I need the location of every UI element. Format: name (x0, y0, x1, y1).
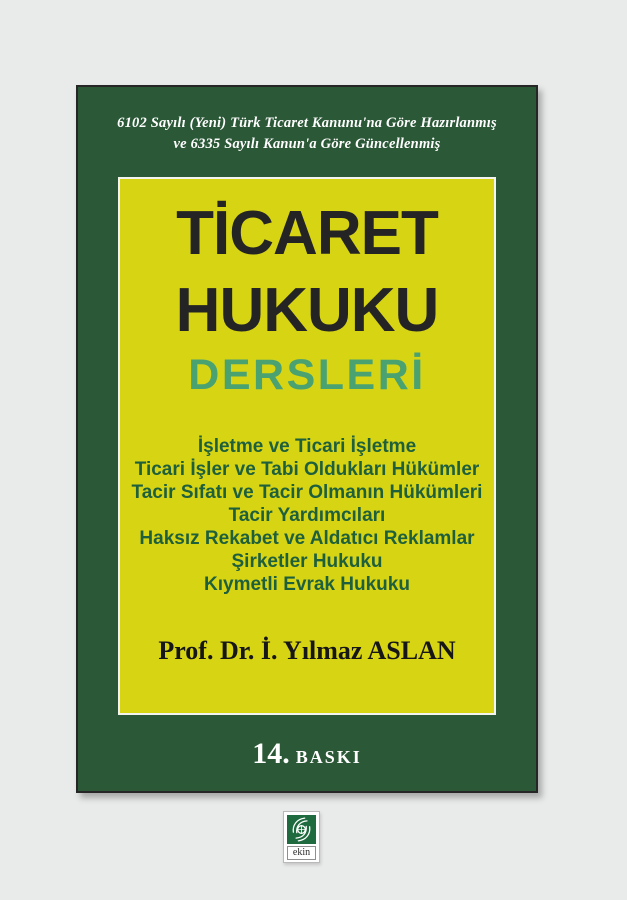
topics-list (120, 435, 494, 596)
title-panel (118, 177, 496, 715)
book-cover (76, 85, 538, 793)
book-title-line2: HUKUKU (175, 276, 439, 345)
top-note (78, 113, 536, 155)
publisher-logo (283, 811, 320, 863)
book-title-line1: TİCARET (176, 199, 438, 268)
publisher-name: ekin (287, 846, 316, 860)
topic-item: Haksız Rekabet ve Aldatıcı Reklamlar (139, 528, 475, 549)
topic-item: Tacir Yardımcıları (228, 505, 386, 526)
edition-label: BASKI (295, 747, 362, 767)
topic-item: Ticari İşler ve Tabi Oldukları Hükümler (134, 459, 480, 480)
author-name: Prof. Dr. İ. Yılmaz ASLAN (158, 636, 456, 665)
top-note-line1: 6102 Sayılı (Yeni) Türk Ticaret Kanunu'na Göre Hazırlanmış (117, 115, 497, 131)
topic-item: Şirketler Hukuku (231, 551, 383, 572)
book-subtitle: DERSLERİ (188, 351, 426, 399)
edition-number: 14. (252, 737, 290, 770)
top-note-line2: ve 6335 Sayılı Kanun'a Göre Güncellenmiş (173, 136, 441, 152)
topic-item: İşletme ve Ticari İşletme (197, 436, 417, 457)
topic-item: Tacir Sıfatı ve Tacir Olmanın Hükümleri (131, 482, 483, 503)
edition-badge (78, 737, 536, 771)
topic-item: Kıymetli Evrak Hukuku (204, 574, 410, 595)
ekin-emblem-icon (287, 815, 316, 844)
